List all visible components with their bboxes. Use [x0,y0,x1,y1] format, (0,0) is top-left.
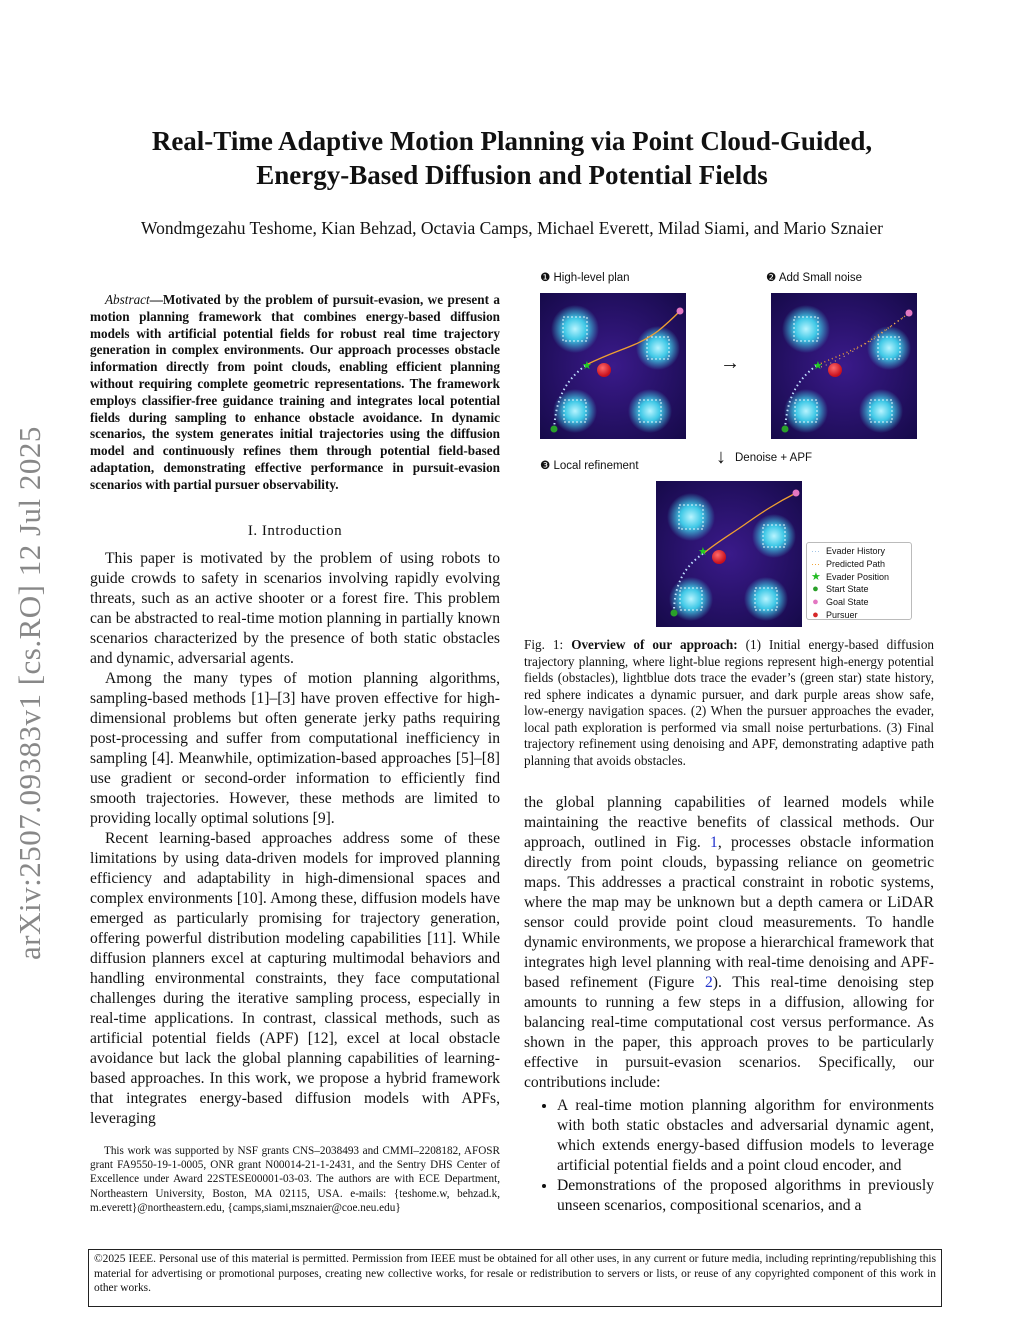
panel-1-evader-star: ★ [582,359,592,372]
panel-1-start-state [551,426,558,433]
panel-3-pursuer [712,550,726,564]
caption-bold: Overview of our approach: [571,637,738,652]
caption-text: (1) Initial energy-based diffusion trajectory planning, where light-blue regions represent high-energy potential fields (obstacles), lightblue dots trace the evader’s (green star) state history, red sphere indicates a dynamic pursuer, and dark purple areas show safe, low-energy navigation spaces. (2) When the pursuer approaches the evader, local path exploration is performed via small noise perturbations. (3) Final trajectory refinement using denoising and APF, demonstrating adaptive path planning that avoids obstacles. [524,637,935,768]
panel-local-refinement [656,481,802,627]
footnote-text: This work was supported by NSF grants CNS–2038493 and CMMI–2208182, AFOSR grant FA9550-19-1-0005, ONR grant N00014-21-1-2431, and the Sentry DHS Center of Excellence under Award 22STESE00001-03-03. The authors are with ECE Department, Northeastern University, Boston, MA 02115, USA. e-mails: {teshome.w, behzad.k, m.everett}@northeastern.edu, {camps,siami,msznaier@coe.neu.edu} [90,1145,500,1214]
fig-2-ref-link[interactable]: 2 [704,974,713,991]
right-paragraph-1: the global planning capabilities of learned models while maintaining the reactive benefits of classical methods. Our approach, outlined in Fig. 1, processes obstacle information directly from point clouds, bypassing reliance on geometric maps. This addresses a practical constraint in robotic systems, where the map may be unknown but a depth camera or LiDAR sensor could provide point cloud measurements. To handle dynamic environments, we propose a hierarchical framework that integrates high level planning with real-time denoising and APF-based refinement (Figure 2). This real-time denoising step amounts to running a few steps in a diffusion, allowing for balancing real-time computational cost versus performance. As shown in the paper, this approach proves to be particularly effective in pursuit-evasion scenarios. Specifically, our contributions include: [524,794,935,1091]
dot-icon: ● [812,596,819,609]
copyright-notice: ©2025 IEEE. Personal use of this material is permitted. Permission from IEEE must be obtained for all other uses, in any current or future media, including reprinting/republishing this material for advertising or promotional purposes, creating new collective works, for resale or redistribution to servers or lists, or reuse of any copyrighted component of this work in other works. [88,1249,942,1307]
panel-3-goal-state [793,490,800,497]
dot-icon: ● [812,608,819,621]
title-line-2: Energy-Based Diffusion and Potential Fields [256,160,768,190]
abstract-text: —Motivated by the problem of pursuit-evasion, we present a motion planning framework that combines energy-based diffusion models with artificial potential fields for robust real time trajectory generation in complex environments. Our approach processes obstacle information directly from point clouds, enabling efficient planning without requiring complete geometric representations. The framework employs classifier-free guidance training and integrates local potential fields during sampling to enhance obstacle avoidance. In dynamic scenarios, the system generates initial trajectories using the diffusion model and continuously refines them through potential field-based adaptation, demonstrating effective performance in pursuit-evasion scenarios with partial pursuer observability. [90,292,500,492]
title-line-1: Real-Time Adaptive Motion Planning via Point Cloud-Guided, [151,126,873,156]
intro-paragraph-2: Among the many types of motion planning algorithms, sampling-based methods [1]–[3] have proven effective for high-dimensional problems but often generate jerky paths requiring post-processing and suffer from computational inefficiency in sampling [4]. Meanwhile, optimization-based approaches [5]–[8] use gradient or second-order information to efficiently find smooth trajectories. However, these methods are limited to providing locally optimal solutions [9]. [90,670,500,827]
denoise-apf-label: Denoise + APF [735,452,813,464]
star-icon: ★ [811,570,821,583]
panel-high-level-plan [540,293,686,439]
legend-item-start-state: ● Start State [812,583,869,596]
dot-icon: ● [812,583,819,596]
legend-item-goal-state: ● Goal State [812,596,869,609]
panel-add-noise [771,293,917,439]
caption-label: Fig. 1: [524,637,564,652]
dotted-line-icon: ⋯ [811,546,820,556]
abstract-label: Abstract [105,292,150,307]
list-item: • Demonstrations of the proposed algorithms in previously unseen scenarios, compositional scenarios, and a [557,1176,934,1216]
intro-paragraph-3: Recent learning-based approaches address some of these limitations by using data-driven models for improved planning efficiency and adaptability in high-dimensional spaces and complex environments [10]. Among these, diffusion models have emerged as particularly promising for trajectory generation, offering powerful distribution modeling capabilities [11]. While diffusion planners excel at capturing multimodal behaviors and handling environmental constraints, they face computational challenges during the iterative sampling process, especially in real-time applications. In contrast, classical methods, such as artificial potential fields (APF) [12], excel at local obstacle avoidance but lack the global planning capabilities of learning-based approaches. In this work, we propose a hybrid framework that integrates energy-based diffusion models with APFs, leveraging [90,830,500,1127]
list-item: • A real-time motion planning algorithm for environments with both static obstacles and adversarial dynamic agent, which extends energy-based diffusion models to leverage artificial potential fields and a point cloud encoder, and [557,1096,934,1176]
panel-1-pursuer [597,363,611,377]
legend-item-predicted-path: ⋯ Predicted Path [811,558,886,569]
panel-3-start-state [671,610,678,617]
panel-2-pursuer [828,363,842,377]
right-column-body [524,793,934,1216]
arrow-right-icon: → [720,352,740,374]
figure-legend [806,542,912,620]
legend-item-pursuer: ● Pursuer [812,608,858,621]
fig-label-high-level-plan: ❶ High-level plan [540,272,630,284]
intro-paragraph-1: This paper is motivated by the problem of using robots to guide crowds to safety in scenarios involving rapidly evolving threats, such as an active shooter or a forest fire. This problem can be abstracted to real-time motion planning in partially known scenarios characterized by the presence of both static obstacles and dynamic, adversarial agents. [90,550,500,667]
arrow-down-icon: ↓ [716,446,726,468]
author-list: Wondmgezahu Teshome, Kian Behzad, Octavia Camps, Michael Everett, Milad Siami, and Mario Sznaier [140,218,884,238]
panel-3-evader-star: ★ [698,545,708,558]
legend-item-evader-history: ⋯ Evader History [811,546,886,556]
panel-2-evader-star: ★ [813,359,823,372]
arxiv-identifier: arXiv:2507.09383v1 [cs.RO] 12 Jul 2025 [12,426,47,960]
figure-caption [524,637,934,769]
legend-item-evader-position: ★ Evader Position [811,570,890,583]
section-heading-introduction: I. Introduction [247,523,343,539]
dotted-line-icon: ⋯ [811,558,820,569]
panel-1-goal-state [677,308,684,315]
panel-2-goal-state [906,310,913,317]
fig-1-ref-link[interactable]: 1 [710,834,718,851]
contributions-list [524,1096,934,1216]
fig-label-add-noise: ❷ Add Small noise [766,272,862,284]
fig-label-local-refinement: ❸ Local refinement [540,460,639,472]
panel-2-start-state [782,426,789,433]
